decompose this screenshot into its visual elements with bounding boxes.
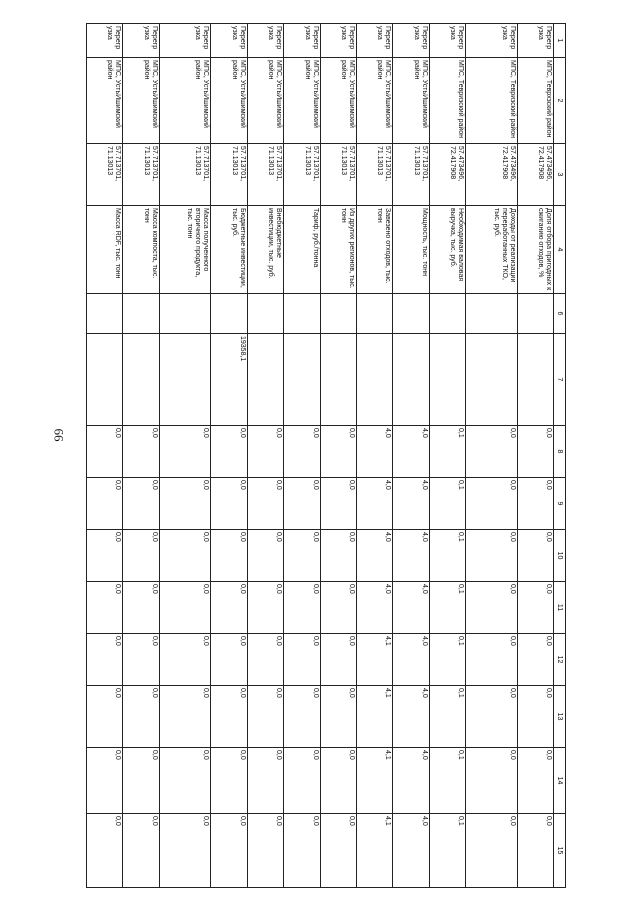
table-cell: 4,0 <box>356 582 392 634</box>
table-row <box>320 24 356 888</box>
table-cell: 4,0 <box>393 426 429 478</box>
table-cell: Перегр узка <box>87 24 123 58</box>
table-cell: Необходимая валовая выручка, тыс. руб. <box>429 206 465 294</box>
table-cell: 57.473496, 72.417908 <box>465 144 517 206</box>
table-cell: 0,1 <box>429 634 465 686</box>
table-cell <box>393 294 429 334</box>
table-cell: 0,0 <box>465 686 517 748</box>
table-cell: 0,0 <box>159 582 211 634</box>
table-cell: 0,0 <box>284 814 320 888</box>
column-header: 8 <box>554 426 566 478</box>
table-cell: 0,0 <box>87 814 123 888</box>
table-cell: 0,0 <box>123 814 159 888</box>
table-cell: 0,0 <box>284 634 320 686</box>
table-cell <box>429 334 465 426</box>
table-cell: Перегр узка <box>211 24 247 58</box>
table-cell: 0,0 <box>517 814 553 888</box>
column-header: 1 <box>554 24 566 58</box>
table-cell <box>123 334 159 426</box>
table-cell: 0,0 <box>517 478 553 530</box>
table-cell <box>320 334 356 426</box>
table-cell: МПС, Тевризский район <box>465 58 517 144</box>
table-cell <box>159 334 211 426</box>
table-cell: 0,0 <box>123 582 159 634</box>
table-cell: 0,0 <box>320 748 356 814</box>
table-cell: Перегр узка <box>284 24 320 58</box>
table-cell <box>429 294 465 334</box>
table-cell: 0,0 <box>247 814 283 888</box>
table-row <box>429 24 465 888</box>
column-header: 9 <box>554 478 566 530</box>
table-cell: 0,0 <box>517 634 553 686</box>
table-cell: МПС, Тевризский район <box>429 58 465 144</box>
table-cell: 4,0 <box>356 478 392 530</box>
table-cell <box>247 294 283 334</box>
table-cell: 4,0 <box>393 530 429 582</box>
table-cell: 0,0 <box>159 426 211 478</box>
table-row <box>87 24 123 888</box>
table-cell: 57.713701, 71.13013 <box>87 144 123 206</box>
table-cell <box>465 294 517 334</box>
table-cell: 57.713701, 71.13013 <box>393 144 429 206</box>
table-cell <box>211 294 247 334</box>
table-cell: 4,0 <box>393 582 429 634</box>
table-cell: 57.713701, 71.13013 <box>320 144 356 206</box>
table-cell: МПС, УстьИшимский район <box>159 58 211 144</box>
table-cell: Внебюджетные инвестиции, тыс. руб. <box>247 206 283 294</box>
table-cell: 0,0 <box>247 478 283 530</box>
table-cell: Из других регионов, тыс. тонн <box>320 206 356 294</box>
table-cell: 57.473496, 72.417908 <box>429 144 465 206</box>
table-cell: 4,0 <box>356 426 392 478</box>
table-cell: 0,0 <box>517 530 553 582</box>
table-cell: 4,0 <box>393 748 429 814</box>
table-cell <box>87 334 123 426</box>
table-cell: МПС, Теврхзский район <box>517 58 553 144</box>
table-body <box>87 24 554 888</box>
table-cell: 0,0 <box>123 634 159 686</box>
table-cell: Перегр узка <box>123 24 159 58</box>
table-cell: 0,0 <box>247 748 283 814</box>
table-cell <box>356 294 392 334</box>
column-header: 14 <box>554 748 566 814</box>
table-cell: 0,0 <box>87 478 123 530</box>
table-cell: Бюджетные инвестиции, тыс. руб. <box>211 206 247 294</box>
table-row <box>356 24 392 888</box>
table-cell: Перегр узка <box>429 24 465 58</box>
table-cell: Масса полученного вторичного продукта, тыс. тонн <box>159 206 211 294</box>
table-cell: 0,0 <box>87 582 123 634</box>
table-cell: 0,0 <box>320 530 356 582</box>
header-row <box>554 24 566 888</box>
table-cell: МПС, УстьИшимский район <box>211 58 247 144</box>
table-cell: 4,0 <box>393 634 429 686</box>
table-cell: 4,1 <box>356 634 392 686</box>
table-cell: 0,0 <box>87 748 123 814</box>
table-cell: МПС, УстьИшимский район <box>87 58 123 144</box>
table-cell: 4,1 <box>356 814 392 888</box>
table-cell: 0,0 <box>284 530 320 582</box>
table-row <box>123 24 159 888</box>
table-cell: 0,1 <box>429 530 465 582</box>
column-header: 2 <box>554 58 566 144</box>
table-cell: Перегр узка <box>465 24 517 58</box>
table-cell: 0,0 <box>211 426 247 478</box>
table-cell: 0,0 <box>247 530 283 582</box>
table-cell: 0,0 <box>320 634 356 686</box>
table-cell: 0,0 <box>123 426 159 478</box>
table-cell: 4,0 <box>356 530 392 582</box>
table-cell: 0,0 <box>159 748 211 814</box>
table-cell: 0,0 <box>211 478 247 530</box>
table-cell: 0,0 <box>465 478 517 530</box>
table-cell: 0,0 <box>320 814 356 888</box>
table-cell: Перегр узка <box>517 24 553 58</box>
table-cell <box>393 334 429 426</box>
table-cell: 0,0 <box>320 582 356 634</box>
table-cell: 0,0 <box>284 582 320 634</box>
data-table-rotated <box>86 23 566 853</box>
data-table <box>86 23 566 888</box>
table-cell: 0,0 <box>211 686 247 748</box>
table-cell <box>320 294 356 334</box>
column-header: 6 <box>554 294 566 334</box>
table-row <box>517 24 553 888</box>
table-cell: 0,0 <box>517 748 553 814</box>
table-row <box>247 24 283 888</box>
table-cell: 0,0 <box>123 478 159 530</box>
table-cell: 0,1 <box>429 582 465 634</box>
table-cell: 0,0 <box>211 748 247 814</box>
table-cell: 4,1 <box>356 748 392 814</box>
table-cell: МПС, УстьИшимский район <box>356 58 392 144</box>
table-row <box>211 24 247 888</box>
table-cell: 57.713701, 71.13013 <box>247 144 283 206</box>
table-cell: 0,0 <box>320 478 356 530</box>
table-cell: 0,0 <box>123 530 159 582</box>
column-header: 10 <box>554 530 566 582</box>
table-cell: 0,1 <box>429 426 465 478</box>
table-cell: 0,0 <box>465 814 517 888</box>
table-cell: 4,0 <box>393 478 429 530</box>
table-cell: 0,0 <box>465 530 517 582</box>
table-row <box>465 24 517 888</box>
table-cell: 57.473496, 72.417908 <box>517 144 553 206</box>
table-cell: Перегр узка <box>247 24 283 58</box>
table-cell: 0,0 <box>284 426 320 478</box>
table-cell: 0,1 <box>429 748 465 814</box>
column-header: 3 <box>554 144 566 206</box>
table-cell <box>123 294 159 334</box>
table-cell: 57.713701, 71.13013 <box>284 144 320 206</box>
column-header: 11 <box>554 582 566 634</box>
table-cell: 0,1 <box>429 686 465 748</box>
table-cell <box>356 334 392 426</box>
table-cell: Перегр узка <box>320 24 356 58</box>
table-cell: 19358,1 <box>211 334 247 426</box>
table-cell <box>284 334 320 426</box>
table-cell: 0,0 <box>465 582 517 634</box>
table-cell: 0,0 <box>247 426 283 478</box>
table-cell: 57.713701, 71.13013 <box>356 144 392 206</box>
table-cell <box>284 294 320 334</box>
table-cell: Перегр узка <box>159 24 211 58</box>
table-cell: 0,0 <box>87 634 123 686</box>
table-cell: 4,1 <box>356 686 392 748</box>
table-cell: 0,1 <box>429 814 465 888</box>
table-cell <box>159 294 211 334</box>
table-cell: 57.713701, 71.13013 <box>211 144 247 206</box>
table-cell: Тариф, руб./тонна <box>284 206 320 294</box>
table-cell: МПС, УстьИшимский район <box>284 58 320 144</box>
table-cell: 0,0 <box>320 426 356 478</box>
table-cell: Перегр узка <box>393 24 429 58</box>
table-cell: Доля отбора пригодных к сжиганию отходов, % <box>517 206 553 294</box>
table-cell: 0,0 <box>211 814 247 888</box>
table-cell: 0,0 <box>465 748 517 814</box>
table-cell: 0,0 <box>159 634 211 686</box>
table-cell: 0,0 <box>123 748 159 814</box>
table-cell: 0,0 <box>465 426 517 478</box>
page-number: 66 <box>51 428 67 442</box>
table-cell: 0,0 <box>247 582 283 634</box>
table-cell: 4,0 <box>393 814 429 888</box>
table-row <box>393 24 429 888</box>
table-cell: 0,0 <box>87 426 123 478</box>
column-header: 13 <box>554 686 566 748</box>
table-cell <box>465 334 517 426</box>
table-cell: 57.713701, 71.13013 <box>159 144 211 206</box>
column-header: 15 <box>554 814 566 888</box>
table-cell: 0,0 <box>87 686 123 748</box>
table-cell: МПС, УстьИшимский район <box>247 58 283 144</box>
table-cell: 0,0 <box>159 530 211 582</box>
table-cell: 0,0 <box>284 478 320 530</box>
table-cell: 0,0 <box>284 748 320 814</box>
table-cell: 0,1 <box>429 478 465 530</box>
table-cell <box>517 334 553 426</box>
column-header: 7 <box>554 334 566 426</box>
table-cell: 0,0 <box>517 582 553 634</box>
column-header: 12 <box>554 634 566 686</box>
table-row <box>284 24 320 888</box>
table-cell: 0,0 <box>517 426 553 478</box>
table-cell: Перегр узка <box>356 24 392 58</box>
table-cell: 4,0 <box>393 686 429 748</box>
table-cell: 0,0 <box>320 686 356 748</box>
table-cell: МПС, УстьИшимский район <box>123 58 159 144</box>
table-cell: 0,0 <box>465 634 517 686</box>
table-cell: МПС, УстьИшимский район <box>320 58 356 144</box>
table-cell: 0,0 <box>247 686 283 748</box>
table-cell: 57.713701, 71.13013 <box>123 144 159 206</box>
table-cell <box>247 334 283 426</box>
table-cell: Масса компоста, тыс. тонн <box>123 206 159 294</box>
table-cell: 0,0 <box>211 634 247 686</box>
table-cell: 0,0 <box>247 634 283 686</box>
table-cell <box>87 294 123 334</box>
table-cell: 0,0 <box>159 686 211 748</box>
table-cell: МПС, УстьИшимский район <box>393 58 429 144</box>
table-cell: 0,0 <box>517 686 553 748</box>
table-cell: Мощность, тыс. тонн <box>393 206 429 294</box>
table-cell: Масса RDF, тыс. тонн <box>87 206 123 294</box>
table-cell <box>517 294 553 334</box>
table-cell: 0,0 <box>123 686 159 748</box>
table-cell: 0,0 <box>159 814 211 888</box>
table-cell: 0,0 <box>211 582 247 634</box>
table-cell: 0,0 <box>159 478 211 530</box>
table-cell: 0,0 <box>87 530 123 582</box>
table-row <box>159 24 211 888</box>
table-cell: 0,0 <box>284 686 320 748</box>
column-header: 4 <box>554 206 566 294</box>
table-cell: 0,0 <box>211 530 247 582</box>
table-cell: Доходы от реализации переработанных ТКО, тыс. руб. <box>465 206 517 294</box>
table-cell: Завезено отходов, тыс. тонн <box>356 206 392 294</box>
